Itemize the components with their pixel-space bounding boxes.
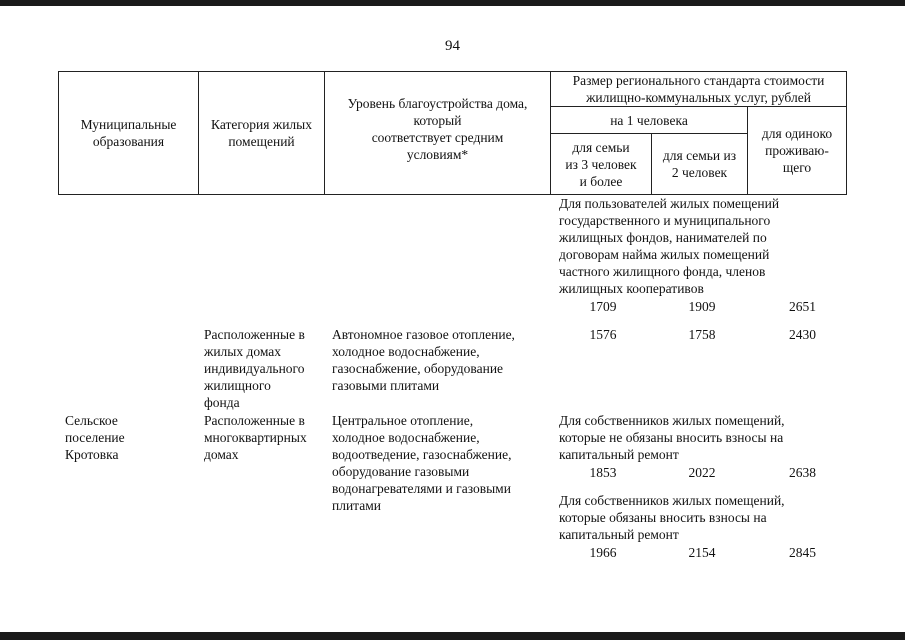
krotovka-value2-single: 2845 [789,545,816,560]
municipality-krotovka: Сельское поселение Кротовка [65,413,125,462]
block1-value-family2: 1909 [688,299,716,314]
krotovka-value2-family2: 2154 [688,545,716,560]
individual-value-single: 2430 [789,327,816,342]
krotovka-category: Расположенные в многоквартирных домах [204,413,307,462]
header-per-person: на 1 человека [551,107,748,134]
individual-value-family2: 1758 [688,327,716,342]
top-border [0,0,905,6]
bottom-border [0,632,905,640]
krotovka-value1-single: 2638 [789,465,816,480]
header-category: Категория жилых помещений [199,72,325,195]
header-family-3: для семьи из 3 человек и более [551,134,652,195]
individual-level: Автономное газовое отопление, холодное водоснабжение, газоснабжение, оборудование газовыми плитами [332,327,515,393]
krotovka-level: Центральное отопление, холодное водоснабжение, водоотведение, газоснабжение, оборудование газовыми водонагревателями и газовыми плитами [332,413,512,513]
block1-value-family3: 1709 [589,299,617,314]
individual-value-family3: 1576 [589,327,617,342]
page-number: 94 [445,38,460,54]
header-standard: Размер регионального стандарта стоимости жилищно-коммунальных услуг, рублей [551,72,847,107]
header-level: Уровень благоустройства дома, который соответствует средним условиям* [325,72,551,195]
table-header [58,71,847,195]
header-municipal: Муниципальные образования [59,72,199,195]
block1-note: Для пользователей жилых помещений государственного и муниципального жилищных фондов, нанимателей по договорам найма жилых помещений частного жилищного фонда, членов жилищных кооперативов [559,196,780,296]
header-family-2: для семьи из 2 человек [652,134,748,195]
krotovka-note-1: Для собственников жилых помещений, которые не обязаны вносить взносы на капитальный ремонт [559,413,785,462]
krotovka-value1-family3: 1853 [589,465,617,480]
krotovka-note-2: Для собственников жилых помещений, которые обязаны вносить взносы на капитальный ремонт [559,493,785,542]
header-single: для одиноко проживаю- щего [748,107,847,195]
krotovka-value1-family2: 2022 [688,465,716,480]
krotovka-value2-family3: 1966 [589,545,617,560]
block1-value-single: 2651 [789,299,816,314]
individual-category: Расположенные в жилых домах индивидуального жилищного фонда [204,327,305,410]
